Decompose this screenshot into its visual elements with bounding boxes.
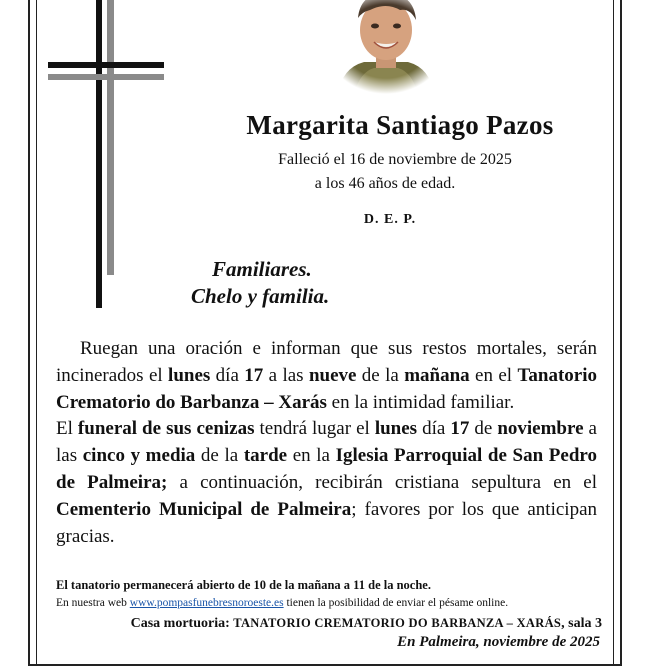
casa-room: , sala 3 xyxy=(561,616,602,631)
bold-segment: Iglesia Parroquial de San Pedro de Palmeira; xyxy=(56,445,597,493)
casa-place: TANATORIO CREMATORIO DO BARBANZA – XARÁS xyxy=(233,616,562,630)
text-segment: de la xyxy=(195,445,244,467)
bold-segment: nueve xyxy=(308,364,357,386)
text-segment: a las xyxy=(263,364,309,386)
place-date-line: En Palmeira, noviembre de 2025 xyxy=(397,634,600,650)
text-segment: en la intimidad familiar. xyxy=(326,391,515,413)
text-segment: día xyxy=(417,418,451,440)
bold-segment: 17 xyxy=(244,364,264,386)
cross-horizontal-dark xyxy=(48,62,164,68)
rip-text: D. E. P. xyxy=(363,212,417,227)
bold-segment: noviembre xyxy=(497,418,584,440)
age-line: a los 46 años de edad. xyxy=(314,175,456,192)
portrait-photo xyxy=(330,0,442,94)
bold-segment: lunes xyxy=(168,364,211,386)
death-date-line: Falleció el 16 de noviembre de 2025 xyxy=(278,151,512,168)
text-segment: tienen la posibilidad de enviar el pésame online. xyxy=(283,597,509,609)
text-segment: En nuestra web xyxy=(56,597,130,609)
website-link[interactable]: www.pompasfunebresnoroeste.es xyxy=(129,597,284,609)
cross-vertical-dark xyxy=(96,0,102,308)
bold-segment: 17 xyxy=(450,418,470,440)
deceased-name: Margarita Santiago Pazos xyxy=(246,110,554,140)
text-segment: día xyxy=(210,364,245,386)
announcement-body xyxy=(56,336,597,550)
text-segment: tendrá lugar el xyxy=(254,418,375,440)
bold-segment: mañana xyxy=(404,364,470,386)
announcement-paragraph-2 xyxy=(56,416,597,550)
text-segment: en la xyxy=(287,445,336,467)
text-segment: El xyxy=(56,418,78,440)
bold-segment: tarde xyxy=(243,445,288,467)
bold-segment: cinco y media xyxy=(82,445,196,467)
funeral-home-line xyxy=(62,616,602,632)
inner-border xyxy=(36,0,614,666)
casa-label: Casa mortuoria: xyxy=(130,616,234,631)
bold-segment: funeral de sus cenizas xyxy=(77,418,255,440)
text-segment: a las xyxy=(56,418,597,467)
online-condolence-note xyxy=(56,597,508,609)
bold-segment: Cementerio Municipal de Palmeira xyxy=(56,498,352,520)
text-segment: a continuación, recibirán cristiana sepultura en el xyxy=(167,471,597,493)
text-segment: ; favores por los que anticipan gracias. xyxy=(56,498,598,547)
text-segment: de xyxy=(469,418,498,440)
bold-segment: Tanatorio Crematorio do Barbanza – Xarás xyxy=(56,364,598,413)
family-line-2: Chelo y familia. xyxy=(191,284,330,308)
text-segment: Ruegan una oración e informan que sus restos mortales, serán incinerados el xyxy=(56,338,597,386)
cross-vertical-gray xyxy=(107,0,114,275)
bold-segment: lunes xyxy=(374,418,418,440)
announcement-paragraph-1 xyxy=(56,336,597,416)
family-line-1: Familiares. xyxy=(212,257,312,281)
cross-horizontal-gray xyxy=(48,74,164,80)
text-segment: de la xyxy=(356,364,405,386)
text-segment: en el xyxy=(469,364,518,386)
visiting-hours-note: El tanatorio permanecerá abierto de 10 de la mañana a 11 de la noche. xyxy=(56,578,431,592)
